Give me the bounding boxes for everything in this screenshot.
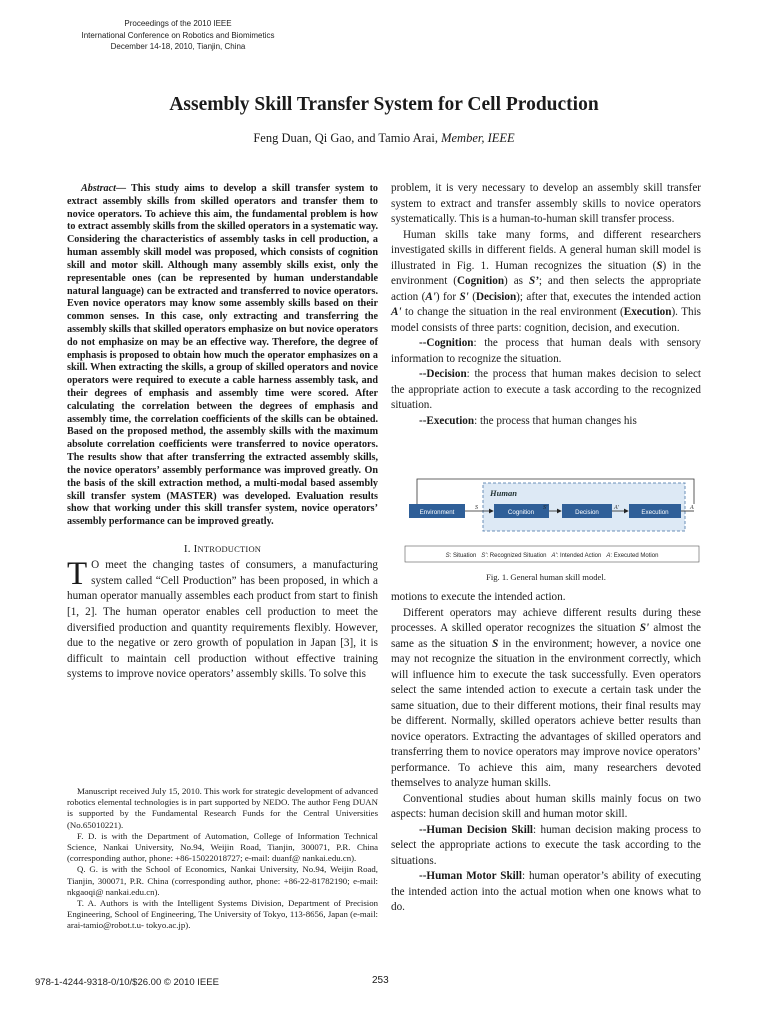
- definition-execution: --Execution: the process that human changes his: [419, 414, 637, 427]
- footer-isbn: 978-1-4244-9318-0/10/$26.00 © 2010 IEEE: [35, 977, 219, 988]
- figure-legend: S: Situation S': Recognized Situation A': Intended Action A: Executed Motion: [445, 553, 659, 559]
- page-number: 253: [372, 975, 389, 986]
- footnote: Q. G. is with the School of Economics, Nankai University, No.94, Weijin Road, Tianjin, 300071, P.R. China (corresponding author, phone: +86-22-81782190; e-mail: nkgaoqi@ nankai.edu.cn).: [67, 864, 378, 897]
- figure-human-skill-model: [404, 476, 700, 566]
- environment-label: Environment: [419, 509, 455, 516]
- left-column: [67, 183, 378, 683]
- paragraph: motions to execute the intended action.: [391, 591, 566, 603]
- human-label: Human: [490, 488, 517, 498]
- footnote: T. A. Authors is with the Intelligent Systems Division, Department of Precision Engineering, School of Engineering, The University of Tokyo, 113-8656, Japan (e-mail: arai-tamio@robot.t.u- tokyo.ac.jp).: [67, 898, 378, 931]
- definition-motor-skill: --Human Motor Skill: human operator’s ability of executing the intended action into the actual motion when one knows what to do.: [391, 870, 702, 913]
- definition-cognition: --Cognition: the process that human deals with sensory information to recognize the situation.: [391, 337, 701, 365]
- paragraph: problem, it is very necessary to develop an assembly skill transfer system to extract and transfer assembly skills to novice operators systematically. This is a human-to-human skill transfer process.: [391, 182, 701, 225]
- right-column-bottom: [391, 590, 701, 916]
- abstract-text: — This study aims to develop a skill transfer system to extract assembly skills from skilled operators and transfer them to novice operators. To achieve this aim, the fundamental problem is how to extract assembly skills from the skilled operators in a systematic way. Considering the characteristics of assembly tasks in cell production, a human assembly skill model was proposed, which consists of cognition skill and motor skill. Although many assembly skills exist, only the representable ones (can be represented by human understandable natural language) can be extracted and transferred to novice operators. Even novice operators may know some assembly skills based on their common senses. In this case, only extracting and transferring the assembly skills that skilled operators emphasize on but novice operators do not emphasize on may be an effective way. Therefore, the degree of emphasis is proposed to obtain how much the operator emphasizes on a skill. When extracting the skills, a group of skilled operators and novice operators were required to execute a cable harness assembly task, and their degrees of emphasis and assembly time were scored. After calculating the correlation between the degrees of emphasis and assembly time, the correlation coefficients of the skills can be obtained. Based on the proposed method, the assembly skills with the maximum absolute correlation coefficients were transferred to novice operators. The results show that after transferring the extracted assembly skills, the novice operators’ assembly performance was improved greatly. On the basis of the skill extraction method, a multi-modal based assembly skill transfer system (MASTER) was developed. Evaluation results show that working under this skill transfer system, novice operators’ assembly performance can be improved greatly.: [67, 183, 378, 528]
- right-column-top: [391, 181, 701, 429]
- header-line-2: International Conference on Robotics and Biomimetics: [81, 30, 275, 40]
- intro-text: O meet the changing tastes of consumers, a manufacturing system called “Cell Production” has been proposed, in which a human operator manually assembles each product from start to finish [1, 2]. The human operator enables cell production to meet the diversified production and quantity requirements flexibly. However, due to the negative or zero growth of population in Japan [3], it is difficult to maintain cell production without effective training systems to improve novice operators’ assembly skills. To solve this: [67, 558, 378, 681]
- arrow-label-a: A: [690, 505, 694, 511]
- paragraph-skill-model: Human skills take many forms, and different researchers investigated skills in different fields. A general human skill model is illustrated in Fig. 1. Human recognizes the situation (S) in the environment (Cognition) as S’; and then selects the appropriate action (A') for S' (Decision); after that, executes the intended action A' to change the situation in the real environment (Execution). This model consists of three parts: cognition, decision, and execution.: [391, 228, 702, 334]
- conference-header: [62, 18, 294, 53]
- header-line-1: Proceedings of the 2010 IEEE: [124, 19, 232, 28]
- abstract: [67, 183, 378, 529]
- definition-decision: --Decision: the process that human makes decision to select the appropriate action to execute a task according to the recognized situation.: [391, 368, 701, 411]
- cognition-label: Cognition: [507, 509, 535, 516]
- execution-label: Execution: [641, 509, 669, 516]
- footnote: Manuscript received July 15, 2010. This work for strategic development of advanced robotics elemental technologies is in part supported by NEDO. The author Feng DUAN is supported by the Fundamental Research Funds for the Central Universities (No.65010221).: [67, 786, 378, 830]
- author-membership: Member, IEEE: [441, 131, 515, 145]
- paper-title: Assembly Skill Transfer System for Cell Production: [169, 94, 599, 115]
- figure-caption: Fig. 1. General human skill model.: [486, 572, 606, 582]
- arrow-label-s: S: [475, 505, 478, 511]
- footnote: F. D. is with the Department of Automation, College of Information Technical Science, Nankai University, No.94, Weijin Road, Tianjin, 300071, P.R. China (corresponding author, phone: +86-15022018727; e-mail: duanf@ nankai.edu.cn).: [67, 830, 378, 864]
- abstract-label: Abstract: [81, 183, 116, 194]
- paragraph-conventional: Conventional studies about human skills mainly focus on two aspects: human decision skill and human motor skill.: [391, 792, 701, 820]
- drop-cap: T: [67, 555, 88, 592]
- paragraph-operators: Different operators may achieve different results during these processes. A skilled operator recognizes the situation S' almost the same as the situation S in the environment; however, a novice one may not recognize the situation in the environment correctly, which will influence him to execute the task successfully. Even operators select the same intended action to execute a certain task under the same situation, due to their different motions, their final results may be different. Normally, skilled operators achieve better results than novice operators. Extracting the advantages of skilled operators and transferring them to novice operators may improve novice operators’ performance. To achieve this aim, many researchers devoted themselves to analyze human skills.: [391, 606, 701, 789]
- definition-decision-skill: --Human Decision Skill: human decision making process to select the appropriate actions to execute the task according to the situations.: [391, 823, 701, 867]
- footnotes: [67, 786, 378, 932]
- authors: Feng Duan, Qi Gao, and Tamio Arai,: [253, 131, 438, 145]
- section-heading-introduction: I. INTRODUCTION: [183, 542, 262, 555]
- arrow-label-s-prime: S': [543, 505, 548, 511]
- arrow-label-a-prime: A': [614, 505, 619, 511]
- intro-paragraph: [67, 555, 378, 683]
- decision-label: Decision: [575, 509, 599, 516]
- header-line-3: December 14-18, 2010, Tianjin, China: [110, 42, 246, 51]
- author-line: [0, 131, 768, 146]
